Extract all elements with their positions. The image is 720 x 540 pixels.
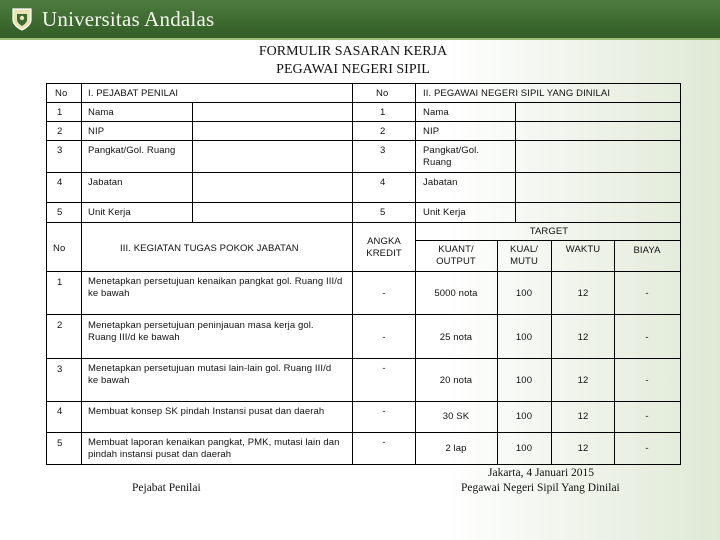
task-row-no: 2	[57, 320, 63, 331]
top-row-label: Unit Kerja	[88, 207, 131, 218]
form-title-line-2: PEGAWAI NEGERI SIPIL	[276, 62, 430, 77]
task-row-quality: 100	[515, 288, 533, 299]
task-row-no: 1	[57, 277, 63, 288]
task-row-quality: 100	[515, 375, 533, 386]
section-left-header: I. PEJABAT PENILAI	[88, 88, 179, 99]
col-time-header: WAKTU	[565, 244, 601, 255]
task-row-activity: Menetapkan persetujuan kenaikan pangkat gol. Ruang III/d ke bawah	[88, 276, 343, 299]
task-row-activity: Menetapkan persetujuan mutasi lain-lain gol. Ruang III/d ke bawah	[88, 363, 332, 386]
task-row-no: 3	[57, 364, 63, 375]
col-credit-header: ANGKA KREDIT	[366, 236, 402, 259]
col-no-left-header: No	[55, 88, 68, 99]
task-row-qty: 2 lap	[445, 443, 467, 454]
task-row-no: 5	[57, 438, 63, 449]
top-row-label-right: Pangkat/Gol. Ruang	[423, 145, 480, 168]
task-row-credit: -	[382, 437, 386, 448]
left-signatory: Pejabat Penilai	[132, 482, 201, 494]
task-row-cost: -	[645, 375, 649, 386]
task-row-qty: 20 nota	[439, 375, 473, 386]
col-no-header: No	[53, 243, 66, 254]
col-cost-header: BIAYA	[633, 245, 661, 256]
task-row-qty: 30 SK	[442, 411, 470, 422]
task-row-qty: 5000 nota	[434, 288, 478, 299]
top-row-no-right: 4	[380, 177, 386, 188]
top-row-label-right: Unit Kerja	[423, 207, 466, 218]
task-row-credit: -	[382, 288, 386, 299]
task-row-time: 12	[577, 375, 589, 386]
col-quality-header: KUAL/ MUTU	[510, 244, 538, 267]
task-row-credit: -	[382, 363, 386, 374]
task-row-time: 12	[577, 288, 589, 299]
top-row-no-right: 3	[380, 145, 386, 156]
task-row-time: 12	[577, 332, 589, 343]
task-row-activity: Membuat konsep SK pindah Instansi pusat dan daerah	[88, 406, 325, 417]
col-activity-header: III. KEGIATAN TUGAS POKOK JABATAN	[120, 243, 299, 254]
top-row-label-right: NIP	[423, 126, 440, 137]
top-row-label: Jabatan	[88, 177, 123, 188]
place-date: Jakarta, 4 Januari 2015	[488, 467, 595, 479]
top-row-label-right: Jabatan	[423, 177, 458, 188]
top-row-label-right: Nama	[423, 107, 449, 118]
top-row-no-right: 2	[380, 126, 386, 137]
top-row-no: 2	[57, 126, 63, 137]
task-row-qty: 25 nota	[439, 332, 473, 343]
task-row-time: 12	[577, 443, 589, 454]
right-signatory: Pegawai Negeri Sipil Yang Dinilai	[461, 482, 620, 494]
task-row-cost: -	[645, 411, 649, 422]
top-row-no: 3	[57, 145, 63, 156]
section-right-header: II. PEGAWAI NEGERI SIPIL YANG DINILAI	[423, 88, 611, 99]
task-row-cost: -	[645, 443, 649, 454]
task-row-cost: -	[645, 332, 649, 343]
task-row-activity: Membuat laporan kenaikan pangkat, PMK, mutasi lain dan pindah instansi pusat dan daerah	[88, 437, 340, 460]
top-row-no-right: 1	[380, 107, 386, 118]
task-row-credit: -	[382, 406, 386, 417]
top-row-label: Nama	[88, 107, 114, 118]
target-header: TARGET	[529, 226, 569, 237]
col-qty-header: KUANT/ OUTPUT	[436, 244, 476, 267]
col-no-right-header: No	[376, 88, 389, 99]
form-title-line-1: FORMULIR SASARAN KERJA	[258, 44, 448, 59]
task-row-quality: 100	[515, 411, 533, 422]
top-row-no-right: 5	[380, 207, 386, 218]
task-row-quality: 100	[515, 332, 533, 343]
top-row-no: 4	[57, 177, 63, 188]
task-row-quality: 100	[515, 443, 533, 454]
university-name: Universitas Andalas	[42, 7, 215, 31]
top-row-label: Pangkat/Gol. Ruang	[88, 145, 176, 156]
task-row-time: 12	[577, 411, 589, 422]
task-row-credit: -	[382, 332, 386, 343]
top-row-no: 1	[57, 107, 63, 118]
task-row-activity: Menetapkan persetujuan peninjauan masa kerja gol. Ruang III/d ke bawah	[88, 320, 314, 343]
task-row-no: 4	[57, 406, 63, 417]
task-row-cost: -	[645, 288, 649, 299]
top-row-label: NIP	[88, 126, 105, 137]
top-row-no: 5	[57, 207, 63, 218]
